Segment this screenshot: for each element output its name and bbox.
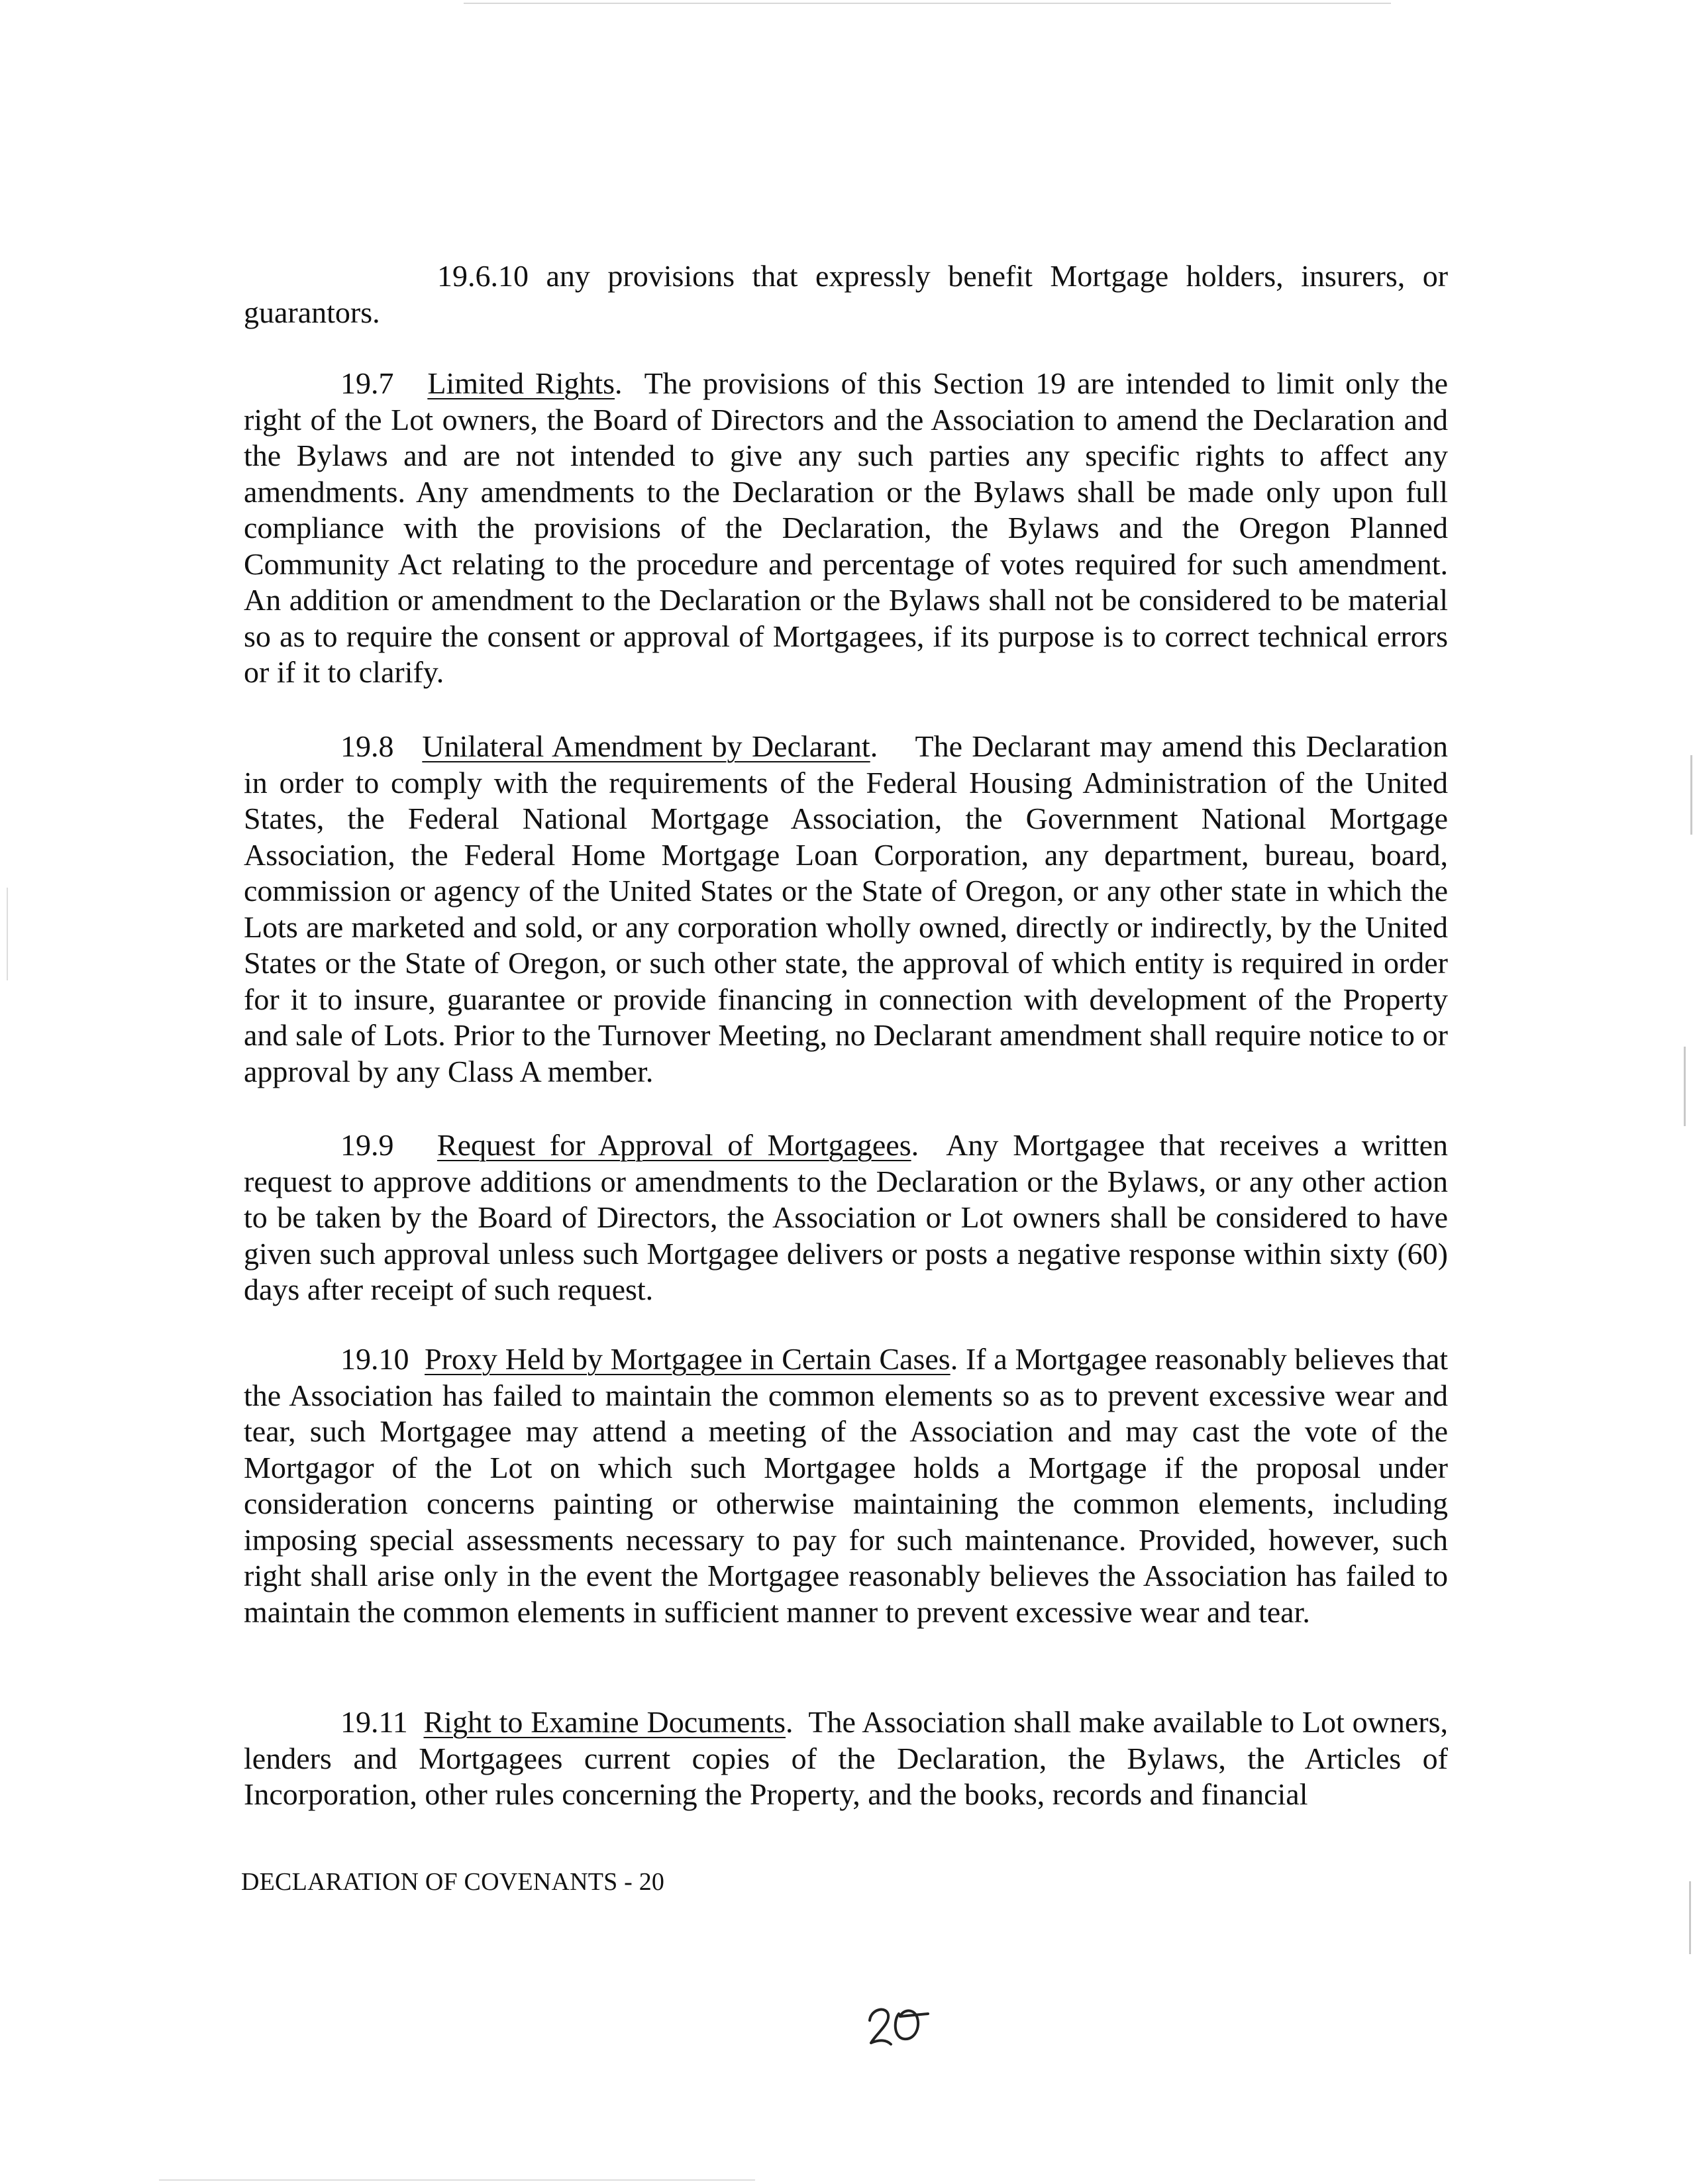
paragraph-body: 19.11 Right to Examine Documents. The Association shall make available to Lot owners, lenders and Mortgagees current copies of the Declaration, the Bylaws, the Articles of Incorporation, other rules concerning the Property, and the books, records and financial [244, 1705, 1448, 1811]
paragraph-19-11 [244, 1704, 1448, 1813]
paragraph-text: Any Mortgagee that receives a written request to approve additions or amendments to the Declaration or the Bylaws, or any other action to be taken by the Board of Directors, the Association or Lot owners shall be considered to have given such approval unless such Mortgagee delivers or posts a negative response within sixty (60) days after receipt of such request. [244, 1128, 1448, 1306]
scan-artifact-right-2 [1684, 1047, 1686, 1126]
paragraph-text: The Declarant may amend this Declaration in order to comply with the requirements of the Federal Housing Administration of the United States, the Federal National Mortgage Association, the Government National Mortgage Association, the Federal Home Mortgage Loan Corporation, any department, bureau, board, commission or agency of the United States or the State of Oregon, or any other state in which the Lots are marketed and sold, or any corporation wholly owned, directly or indirectly, by the United States or the State of Oregon, or such other state, the approval of which entity is required in order for it to insure, guarantee or provide financing in connection with development of the Property and sale of Lots. Prior to the Turnover Meeting, no Declarant amendment shall require notice to or approval by any Class A member. [244, 729, 1449, 1088]
scan-artifact-left [7, 888, 8, 980]
paragraph-text: If a Mortgagee reasonably believes that the Association has failed to maintain the common elements so as to prevent excessive wear and tear, such Mortgagee may attend a meeting of the Association and may cast the vote of the Mortgagor of the Lot on which such Mortgagee holds a Mortgage if the proposal under consideration concerns painting or otherwise maintaining the common elements, including imposing special assessments necessary to pay for such maintenance. Provided, however, such right shall arise only in the event the Mortgagee reasonably believes the Association has failed to maintain the common elements in sufficient manner to prevent excessive wear and tear. [244, 1342, 1449, 1629]
page-footer: DECLARATION OF COVENANTS - 20 [241, 1868, 665, 1896]
section-number: 19.8 [340, 729, 394, 763]
paragraph-19-10 [244, 1341, 1448, 1630]
paragraph-19-7 [244, 366, 1448, 691]
scan-artifact-right [1690, 755, 1692, 835]
paragraph-text: The provisions of this Section 19 are intended to limit only the right of the Lot owners, the Board of Directors and the Association to amend the Declaration and the Bylaws and are not intended to give any such parties any specific rights to affect any amendments. Any amendments to the Declaration or the Bylaws shall be made only upon full compliance with the provisions of the Declaration, the Bylaws and the Oregon Planned Community Act relating to the procedure and percentage of votes required for such amendment. An addition or amendment to the Declaration or the Bylaws shall not be considered to be material so as to require the consent or approval of Mortgagees, if its purpose is to correct technical errors or if it to clarify. [244, 366, 1449, 689]
section-heading: Limited Rights [427, 366, 615, 400]
paragraph-text: any provisions that expressly benefit Mortgage holders, insurers, or guarantors. [244, 259, 1449, 329]
section-number: 19.6.10 [437, 259, 529, 293]
paragraph-body: 19.10 Proxy Held by Mortgagee in Certain Cases. If a Mortgagee reasonably believes that the Association has failed to maintain the common elements so as to prevent excessive wear and tear, such Mortgagee may attend a meeting of the Association and may cast the vote of the Mortgagor of the Lot on which such Mortgagee holds a Mortgage if the proposal under consideration concerns painting or otherwise maintaining the common elements, including imposing special assessments necessary to pay for such maintenance. Provided, however, such right shall arise only in the event the Mortgagee reasonably believes the Association has failed to maintain the common elements in sufficient manner to prevent excessive wear and tear. [244, 1342, 1449, 1629]
section-heading: Request for Approval of Mortgagees [437, 1128, 911, 1162]
section-number: 19.7 [340, 366, 394, 400]
section-heading: Unilateral Amendment by Declarant [422, 729, 870, 763]
paragraph-body: 19.7 Limited Rights. The provisions of this Section 19 are intended to limit only the right of the Lot owners, the Board of Directors and the Association to amend the Declaration and the Bylaws and are not intended to give any such parties any specific rights to affect any amendments. Any amendments to the Declaration or the Bylaws shall be made only upon full compliance with the provisions of the Declaration, the Bylaws and the Oregon Planned Community Act relating to the procedure and percentage of votes required for such amendment. An addition or amendment to the Declaration or the Bylaws shall not be considered to be material so as to require the consent or approval of Mortgagees, if its purpose is to correct technical errors or if it to clarify. [244, 366, 1449, 689]
section-number: 19.10 [340, 1342, 409, 1376]
section-number: 19.9 [340, 1128, 394, 1162]
handwritten-number-drawing [864, 2001, 937, 2054]
paragraph-19-8 [244, 729, 1448, 1090]
paragraph-body [244, 258, 1448, 331]
handwritten-page-number [864, 2001, 937, 2057]
section-heading: Proxy Held by Mortgagee in Certain Cases [425, 1342, 950, 1376]
section-number: 19.11 [340, 1705, 408, 1739]
paragraph-19-6-10 [244, 258, 1448, 331]
paragraph-19-9 [244, 1127, 1448, 1308]
paragraph-body: 19.9 Request for Approval of Mortgagees. Any Mortgagee that receives a written request to approve additions or amendments to the Declaration or the Bylaws, or any other action to be taken by the Board of Directors, the Association or Lot owners shall be considered to have given such approval unless such Mortgagee delivers or posts a negative response within sixty (60) days after receipt of such request. [244, 1128, 1448, 1306]
paragraph-body: 19.8 Unilateral Amendment by Declarant. The Declarant may amend this Declaration in order to comply with the requirements of the Federal Housing Administration of the United States, the Federal National Mortgage Association, the Government National Mortgage Association, the Federal Home Mortgage Loan Corporation, any department, bureau, board, commission or agency of the United States or the State of Oregon, or any other state in which the Lots are marketed and sold, or any corporation wholly owned, directly or indirectly, by the United States or the State of Oregon, or such other state, the approval of which entity is required in order for it to insure, guarantee or provide financing in connection with development of the Property and sale of Lots. Prior to the Turnover Meeting, no Declarant amendment shall require notice to or approval by any Class A member. [244, 729, 1449, 1088]
section-heading: Right to Examine Documents [423, 1705, 786, 1739]
scan-artifact-right-3 [1689, 1881, 1691, 1954]
scan-artifact-top [464, 3, 1391, 4]
scan-artifact-bottom [159, 2179, 755, 2181]
paragraph-text: The Association shall make available to Lot owners, lenders and Mortgagees current copies of the Declaration, the Bylaws, the Articles of Incorporation, other rules concerning the Property, and the books, records and financial [244, 1705, 1448, 1811]
